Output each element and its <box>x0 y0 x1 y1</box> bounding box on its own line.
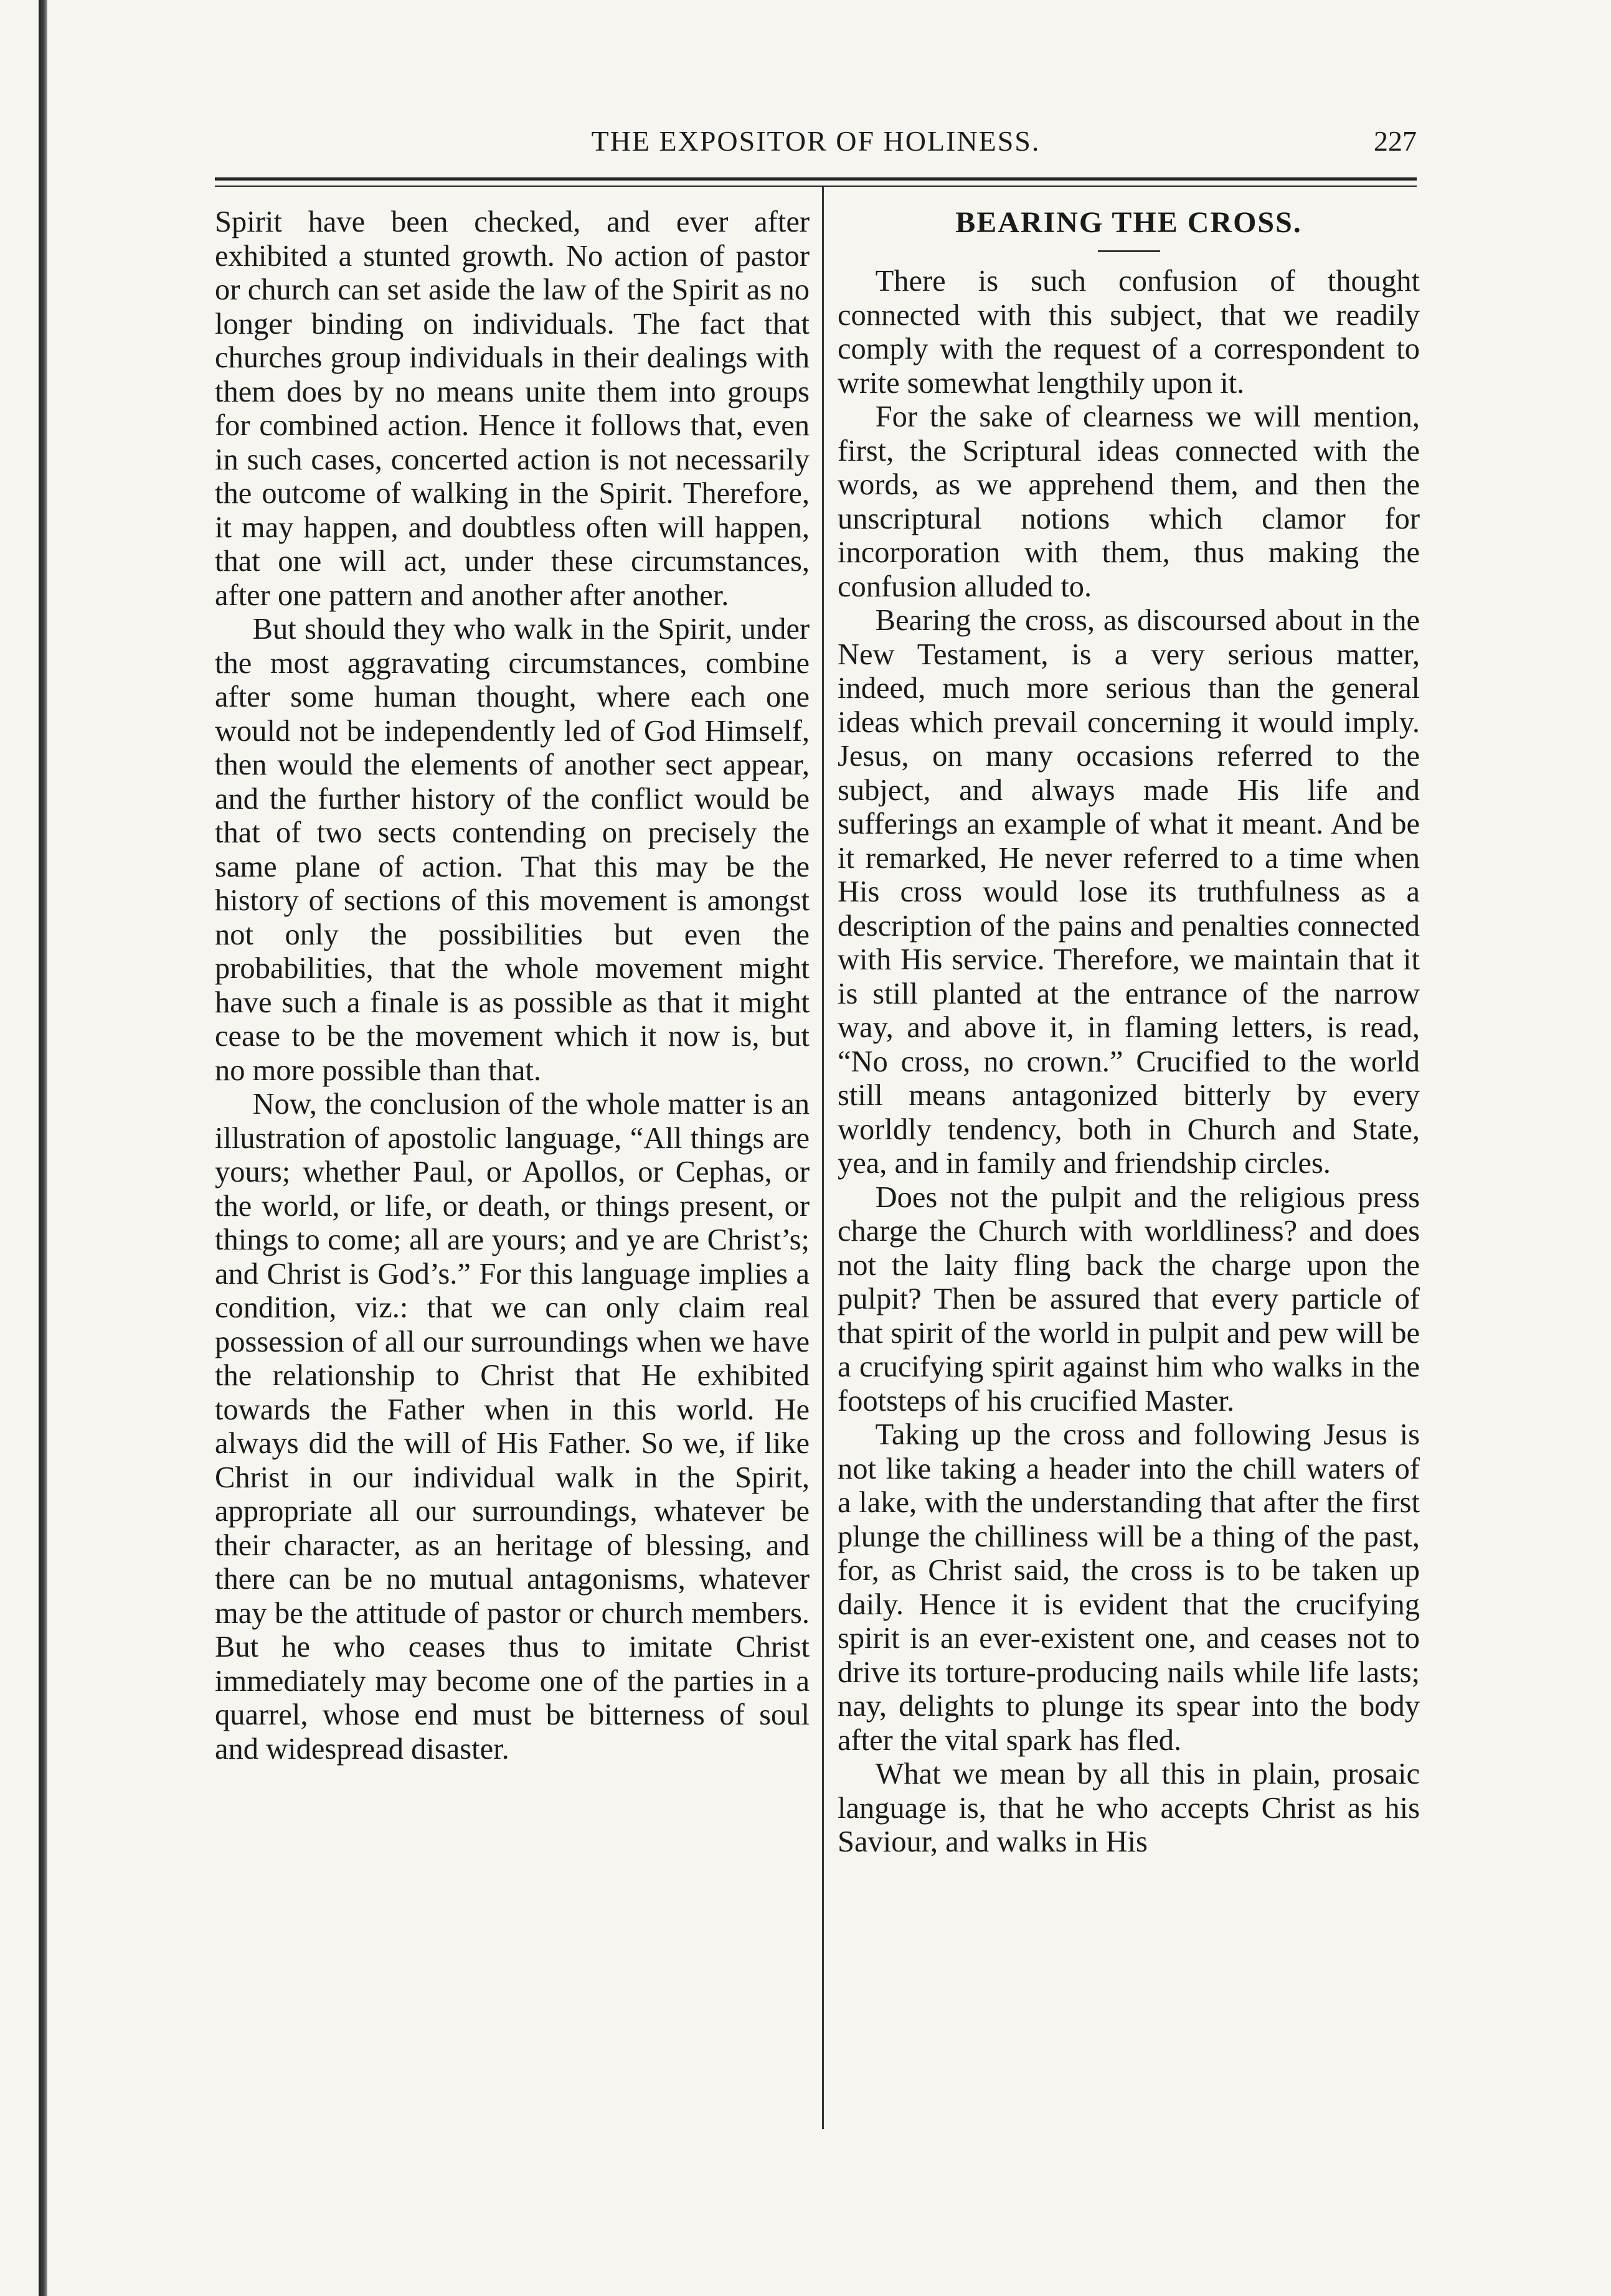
page-header <box>215 125 1417 174</box>
running-title: THE EXPOSITOR OF HOLINESS. <box>591 125 1041 157</box>
paragraph: Spirit have been checked, and ever after exhibited a stunted growth. No action of pastor or church can set aside the law of the Spirit as no longer binding on individuals. The fact that churches group individuals in their dealings with them does by no means unite them into groups for combined action. Hence it follows that, even in such cases, concerted action is not necessarily the outcome of walking in the Spirit. Therefore, it may happen, and doubtless often will happen, that one will act, under these circumstances, after one pattern and another after another. <box>215 205 810 612</box>
paragraph: There is such confusion of thought connected with this subject, that we readily comply with the request of a correspondent to write somewhat lengthily upon it. <box>838 265 1420 400</box>
right-column <box>838 205 1420 2167</box>
column-divider <box>822 187 824 2129</box>
paragraph: For the sake of clearness we will mention, first, the Scriptural ideas connected with the words, as we apprehend them, and then the unscriptural notions which clamor for incorporation with them, thus making the confusion alluded to. <box>838 400 1420 603</box>
header-rule-thin <box>215 186 1417 187</box>
title-rule <box>1098 250 1160 252</box>
header-rule-thick <box>215 177 1417 181</box>
book-spine-edge <box>39 0 47 2296</box>
paragraph: What we mean by all this in plain, prosaic language is, that he who accepts Christ as his Saviour, and walks in His <box>838 1757 1420 1858</box>
paragraph: But should they who walk in the Spirit, under the most aggravating circumstances, combine after some human thought, where each one would not be independently led of God Himself, then would the elements of another sect appear, and the further history of the conflict would be that of two sects contending on precisely the same plane of action. That this may be the history of sections of this movement is amongst not only the possibilities but even the probabilities, that the whole movement might have such a finale is as possible as that it might cease to be the movement which it now is, but no more possible than that. <box>215 613 810 1087</box>
paragraph: Does not the pulpit and the religious press charge the Church with worldliness? and does not the laity fling back the charge upon the pulpit? Then be assured that every particle of that spirit of the world in pulpit and pew will be a crucifying spirit against him who walks in the footsteps of his crucified Master. <box>838 1180 1420 1418</box>
paragraph: Taking up the cross and following Jesus is not like taking a header into the chill waters of a lake, with the understanding that after the first plunge the chilliness will be a thing of the past, for, as Christ said, the cross is to be taken up daily. Hence it is evident that the crucifying spirit is an ever-existent one, and ceases not to drive its torture-producing nails while life lasts; nay, delights to plunge its spear into the body after the vital spark has fled. <box>838 1418 1420 1757</box>
paragraph: Bearing the cross, as discoursed about in the New Testament, is a very serious matter, indeed, much more serious than the general ideas which prevail concerning it would imply. Jesus, on many occasions referred to the subject, and always made His life and sufferings an example of what it meant. And be it remarked, He never referred to a time when His cross would lose its truthfulness as a description of the pains and penalties connected with His service. Therefore, we maintain that it is still planted at the entrance of the narrow way, and above it, in flaming letters, is read, “No cross, no crown.” Crucified to the world still means antagonized bitterly by every worldly tendency, both in Church and State, yea, and in family and friendship circles. <box>838 604 1420 1180</box>
article-title: BEARING THE CROSS. <box>955 206 1302 239</box>
paragraph: Now, the conclusion of the whole matter is an illustration of apostolic language, “All things are yours; whether Paul, or Apollos, or Cephas, or the world, or life, or death, or things present, or things to come; all are yours; and ye are Christ’s; and Christ is God’s.” For this language implies a condition, viz.: that we can only claim real possession of all our surroundings when we have the relationship to Christ that He exhibited towards the Father when in this world. He always did the will of His Father. So we, if like Christ in our individual walk in the Spirit, appropriate all our surroundings, whatever be their character, as an heritage of blessing, and there can be no mutual antagonisms, whatever may be the attitude of pastor or church members. But he who ceases thus to imitate Christ immediately may become one of the parties in a quarrel, whose end must be bitterness of soul and widespread disaster. <box>215 1088 810 1766</box>
left-column <box>215 205 810 2167</box>
page-number: 227 <box>1374 125 1417 157</box>
